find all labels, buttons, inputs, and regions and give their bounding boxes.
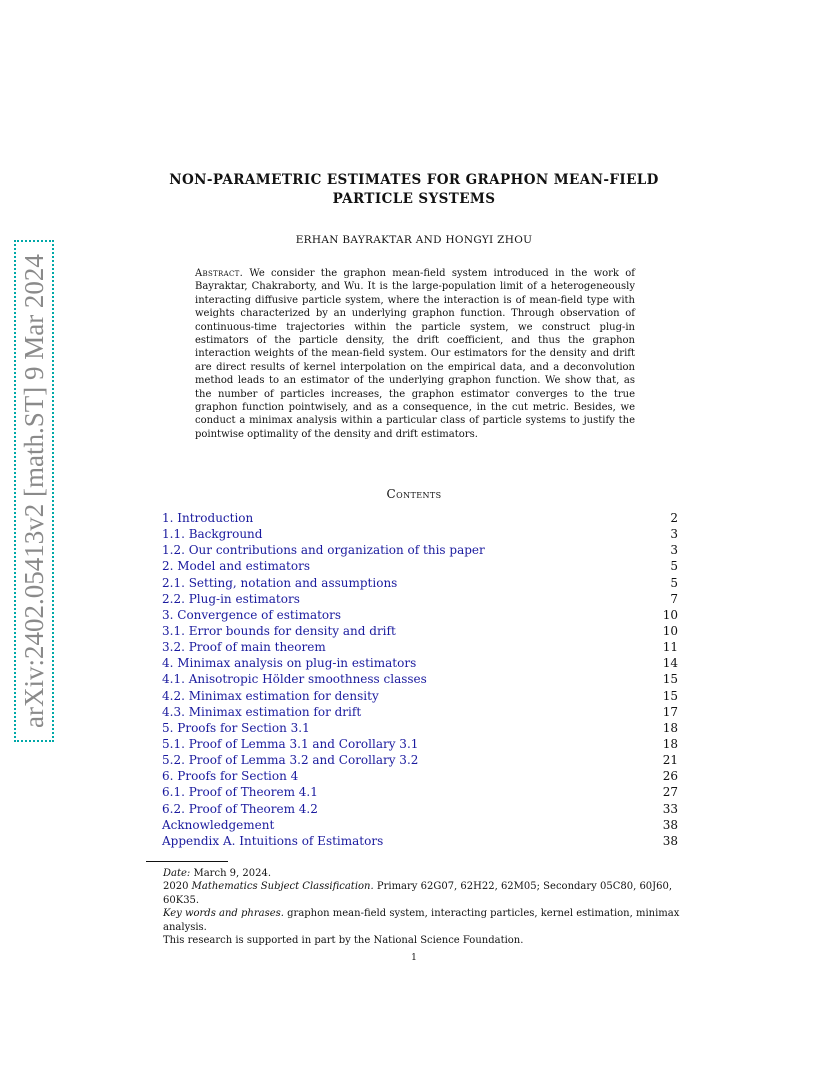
toc-entry-label[interactable]: 4. Minimax analysis on plug-in estimators: [162, 656, 417, 671]
toc-entry[interactable]: [162, 671, 684, 687]
msc-label: Mathematics Subject Classification.: [191, 881, 374, 892]
toc-entry-page: 14: [662, 656, 678, 671]
toc-entry-label[interactable]: 5. Proofs for Section 3.1: [162, 720, 310, 735]
toc-entry-label[interactable]: 3. Convergence of estimators: [162, 607, 342, 622]
toc-entry-label[interactable]: 1.2. Our contributions and organization of this paper: [162, 543, 485, 558]
footnote-msc: [146, 880, 684, 907]
toc-entry-label[interactable]: 6.1. Proof of Theorem 4.1: [162, 785, 318, 800]
title-line-1: NON-PARAMETRIC ESTIMATES FOR GRAPHON MEAN-FIELD: [169, 172, 659, 188]
toc-entry-label[interactable]: Appendix A. Intuitions of Estimators: [162, 833, 384, 848]
toc-entry-page: 7: [670, 591, 678, 606]
footnote-rule: [146, 861, 228, 862]
toc-entry-label[interactable]: Acknowledgement: [162, 817, 275, 832]
toc-entry-page: 10: [662, 623, 678, 638]
msc-year: 2020: [163, 881, 189, 892]
toc-entry[interactable]: [162, 510, 684, 526]
toc-entry-page: 5: [670, 559, 678, 574]
toc-entry[interactable]: [162, 833, 684, 849]
contents-heading: Contents: [386, 487, 442, 501]
toc-entry-label[interactable]: 5.1. Proof of Lemma 3.1 and Corollary 3.1: [162, 736, 419, 751]
msc-value: Primary 62G07, 62H22, 62M05; Secondary 05C80, 60J60, 60K35.: [163, 881, 673, 906]
toc-entry-page: 3: [670, 543, 678, 558]
keywords-value: graphon mean-field system, interacting particles, kernel estimation, minimax analysis.: [163, 908, 680, 933]
toc-entry-page: 3: [670, 527, 678, 542]
toc-entry[interactable]: [162, 704, 684, 720]
toc-entry-label[interactable]: 4.1. Anisotropic Hölder smoothness classes: [162, 672, 427, 687]
toc-entry-page: 27: [662, 785, 678, 800]
footnote-funding: [146, 934, 684, 948]
toc-entry[interactable]: [162, 752, 684, 768]
footnote-date: [146, 867, 684, 881]
toc-entry-page: 15: [662, 688, 678, 703]
toc-entry[interactable]: [162, 526, 684, 542]
paper-title: [150, 171, 678, 209]
toc-entry[interactable]: [162, 591, 684, 607]
toc-entry[interactable]: [162, 784, 684, 800]
toc-entry[interactable]: [162, 768, 684, 784]
toc-entry-page: 18: [662, 720, 678, 735]
toc-entry-page: 2: [670, 511, 678, 525]
toc-entry[interactable]: [162, 655, 684, 671]
toc-entry[interactable]: [162, 720, 684, 736]
toc-entry[interactable]: [162, 575, 684, 591]
toc-entry[interactable]: [162, 542, 684, 558]
date-label: Date:: [163, 868, 191, 879]
date-value: March 9, 2024.: [193, 868, 272, 879]
toc-entry-label[interactable]: 2.1. Setting, notation and assumptions: [162, 575, 398, 590]
abstract-label: Abstract.: [195, 268, 244, 279]
toc-entry[interactable]: [162, 817, 684, 833]
toc-entry-label[interactable]: 4.3. Minimax estimation for drift: [162, 704, 362, 719]
toc-entry-page: 33: [662, 801, 678, 816]
toc-entry-page: 10: [662, 607, 678, 622]
toc-entry-page: 38: [662, 833, 678, 848]
page-number: 1: [411, 953, 417, 963]
authors: ERHAN BAYRAKTAR AND HONGYI ZHOU: [295, 234, 533, 246]
abstract: [195, 267, 635, 441]
toc-entry-page: 15: [662, 672, 678, 687]
title-line-2: PARTICLE SYSTEMS: [332, 191, 496, 207]
arxiv-stamp: arXiv:2402.05413v2 [math.ST] 9 Mar 2024: [19, 254, 49, 728]
toc-entry[interactable]: [162, 607, 684, 623]
toc-entry-label[interactable]: 5.2. Proof of Lemma 3.2 and Corollary 3.2: [162, 753, 419, 768]
toc-entry-page: 5: [670, 575, 678, 590]
toc-entry[interactable]: [162, 736, 684, 752]
toc-entry[interactable]: [162, 688, 684, 704]
funding-text: This research is supported in part by the National Science Foundation.: [163, 935, 524, 946]
toc-entry-label[interactable]: 3.1. Error bounds for density and drift: [162, 623, 396, 638]
toc-entry-page: 38: [662, 817, 678, 832]
toc-entry-label[interactable]: 2.2. Plug-in estimators: [162, 591, 300, 606]
toc-entry-page: 21: [662, 753, 678, 768]
toc-entry-label[interactable]: 1. Introduction: [162, 511, 254, 525]
toc-entry-label[interactable]: 4.2. Minimax estimation for density: [162, 688, 379, 703]
abstract-text: We consider the graphon mean-field system introduced in the work of Bayraktar, Chakraborty, and Wu. It is the large-population limit of a heterogeneously interacting diffusive particle system, where the interaction is of mean-field type with weights characterized by an underlying graphon function. Through observation of continuous-time trajectories within the particle system, we construct plug-in estimators of the particle density, the drift coefficient, and thus the graphon interaction weights of the mean-field system. Our estimators for the density and drift are direct results of kernel interpolation on the empirical data, and a deconvolution method leads to an estimator of the underlying graphon function. We show that, as the number of particles increases, the graphon estimator converges to the true graphon function pointwisely, and as a consequence, in the cut metric. Besides, we conduct a minimax analysis within a particular class of particle systems to justify the pointwise optimality of the density and drift estimators.: [195, 268, 635, 440]
toc-entry[interactable]: [162, 623, 684, 639]
toc-entry-label[interactable]: 6. Proofs for Section 4: [162, 769, 299, 784]
toc-entry-page: 18: [662, 736, 678, 751]
toc-entry-label[interactable]: 6.2. Proof of Theorem 4.2: [162, 801, 318, 816]
footnote-keywords: [146, 907, 684, 934]
toc-entry[interactable]: [162, 801, 684, 817]
toc-entry-page: 26: [662, 769, 678, 784]
toc-entry-label[interactable]: 2. Model and estimators: [162, 559, 310, 574]
table-of-contents: [162, 510, 684, 849]
toc-entry[interactable]: [162, 558, 684, 574]
keywords-label: Key words and phrases.: [163, 908, 284, 919]
toc-entry-page: 11: [662, 640, 678, 655]
toc-entry[interactable]: [162, 639, 684, 655]
toc-entry-page: 17: [662, 704, 678, 719]
toc-entry-label[interactable]: 1.1. Background: [162, 527, 263, 542]
toc-entry-label[interactable]: 3.2. Proof of main theorem: [162, 640, 326, 655]
